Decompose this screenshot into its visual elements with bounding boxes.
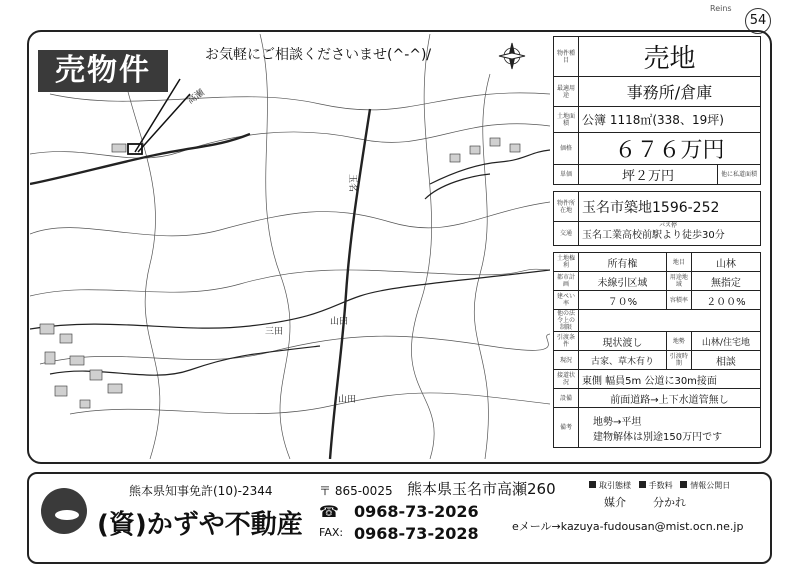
company-logo-icon (41, 488, 87, 534)
property-panel (553, 36, 761, 448)
company-name: (資)かずや不動産 (97, 510, 303, 540)
checkbox-icon (639, 481, 646, 488)
property-road: 東側 幅員5m 公道に30m接面 (579, 370, 761, 389)
license-number: 熊本県知事免許(10)-2344 (129, 484, 273, 498)
access-note: バス停 (659, 222, 678, 229)
postal-code: 〒 865-0025 (319, 484, 393, 498)
label-remarks: 備考 (554, 408, 579, 448)
property-rights: 所有権 (579, 253, 667, 272)
phone-number[interactable]: 0968-73-2026 (354, 502, 479, 521)
company-address: 熊本県玉名市高瀬260 (407, 480, 556, 498)
property-unit-price: 坪２万円 (579, 165, 718, 185)
label-landform: 地勢 (666, 332, 691, 351)
trade-info: 取引態様 手数料 情報公開日 (589, 480, 730, 491)
label-legal: 他の法令上の制限 (554, 310, 579, 332)
label-location: 物件所在地 (554, 192, 579, 222)
property-facilities: 前面道路→上下水道管無し (579, 389, 761, 408)
checkbox-icon (680, 481, 687, 488)
remarks-line: 地勢→平坦 (593, 416, 642, 428)
label-price: 価格 (554, 133, 579, 165)
label-zoning: 用途地域 (666, 272, 691, 291)
label-current: 現況 (554, 351, 579, 370)
property-bcr: ７０% (579, 291, 667, 310)
fax-label: FAX: (319, 526, 344, 539)
label-bcr: 建ぺい率 (554, 291, 579, 310)
map-label: 山田 (338, 395, 357, 405)
label-unit: 単価 (554, 165, 579, 185)
label-use: 最適用途 (554, 77, 579, 107)
label-handover: 引渡条件 (554, 332, 579, 351)
greeting-text: お気軽にご相談くださいませ(^-^)/ (205, 47, 432, 63)
checkbox-icon (589, 481, 596, 488)
property-delivery: 相談 (691, 351, 760, 370)
phone-icon: ☎ (319, 502, 339, 521)
label-far: 容積率 (666, 291, 691, 310)
map-label: 玉名 (347, 174, 357, 193)
property-area: 公簿 1118㎡(338、19坪) (579, 107, 761, 133)
property-access: 玉名工業高校前駅より徒歩30分 (582, 230, 725, 241)
property-landform: 山林/住宅地 (691, 332, 760, 351)
fax-number: 0968-73-2028 (354, 524, 479, 543)
label-area: 土地面積 (554, 107, 579, 133)
property-land-category: 山林 (691, 253, 760, 272)
label-rights: 土地権利 (554, 253, 579, 272)
company-footer (27, 472, 772, 564)
label-type: 物件種目 (554, 37, 579, 77)
compass-icon (499, 43, 525, 69)
label-land-category: 地目 (666, 253, 691, 272)
fee-value: 分かれ (653, 496, 686, 509)
label-city-plan: 都市計画 (554, 272, 579, 291)
property-city-plan: 未線引区域 (579, 272, 667, 291)
map-label: 三田 (265, 327, 284, 337)
page-number: 54 (745, 8, 771, 34)
property-current: 古家、草木有り (579, 351, 667, 370)
property-far: ２００% (691, 291, 760, 310)
area-map (30, 34, 550, 459)
remarks-line: 建物解体は別途150万円です (593, 431, 723, 443)
property-price: ６７６万円 (579, 133, 761, 165)
reins-label: Reins (710, 4, 732, 13)
property-use: 事務所/倉庫 (579, 77, 761, 107)
map-label: 山田 (330, 317, 349, 327)
label-facilities: 設備 (554, 389, 579, 408)
property-handover: 現状渡し (579, 332, 667, 351)
property-zoning: 無指定 (691, 272, 760, 291)
label-road: 接道状況 (554, 370, 579, 389)
property-type: 売地 (579, 37, 761, 77)
label-delivery: 引渡時期 (666, 351, 691, 370)
map-label: 高瀬 (185, 87, 207, 107)
label-access: 交通 (554, 222, 579, 246)
trade-type-value: 媒介 (604, 496, 626, 509)
for-sale-badge: 売物件 (38, 50, 168, 92)
label-private-road: 他に私道面積 (718, 165, 761, 185)
property-location: 玉名市築地1596-252 (579, 192, 761, 222)
email-address[interactable]: eメール→kazuya-fudousan@mist.ocn.ne.jp (512, 520, 744, 533)
